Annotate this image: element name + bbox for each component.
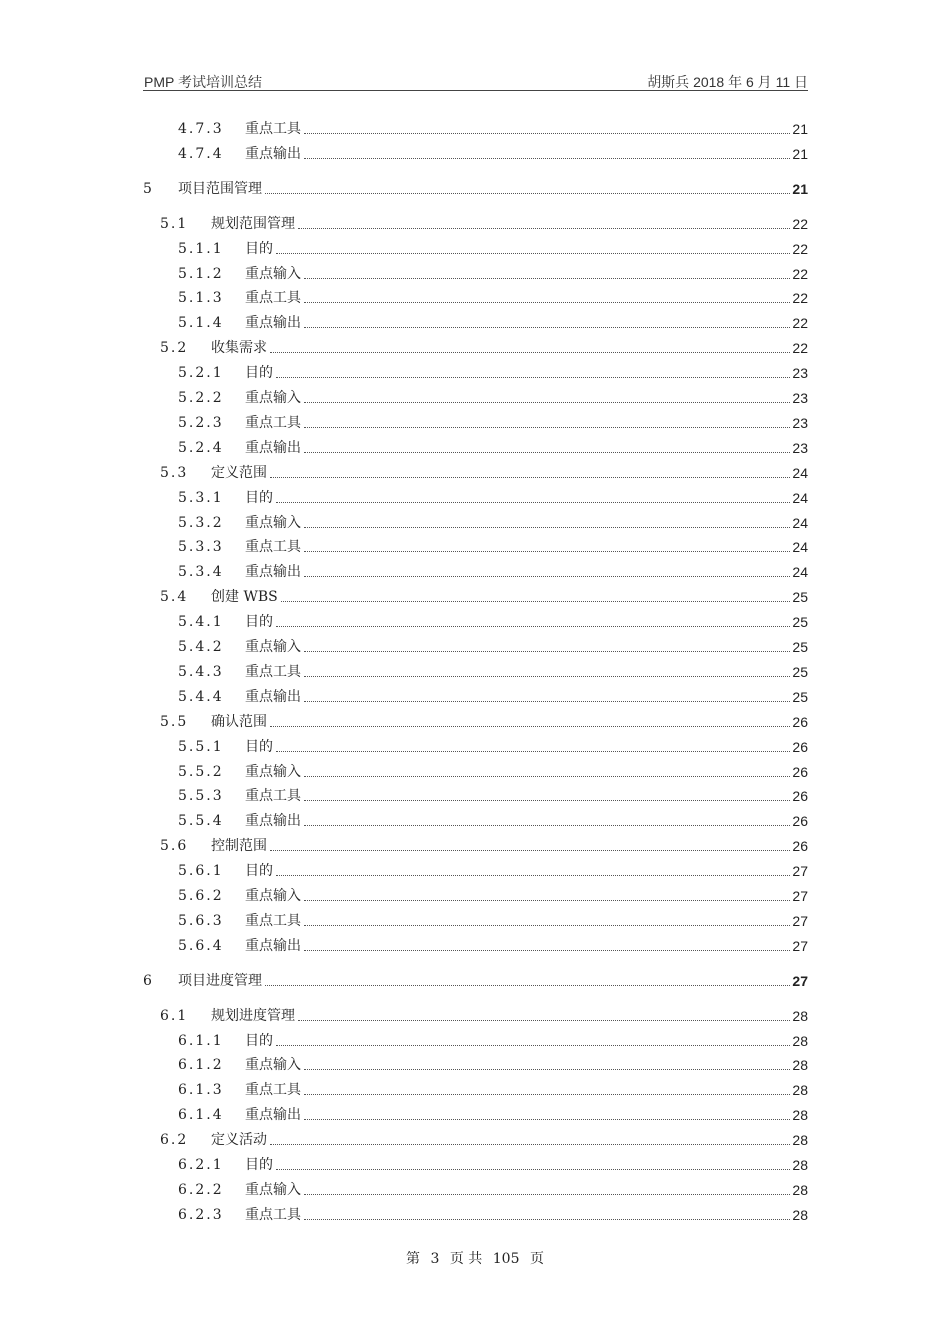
toc-entry-page: 28 bbox=[792, 1007, 808, 1024]
toc-entry-page: 26 bbox=[792, 813, 808, 830]
toc-entry-page: 21 bbox=[792, 180, 808, 197]
toc-leader-dots bbox=[298, 1020, 790, 1021]
toc-entry-number: 5.5 bbox=[160, 713, 189, 730]
toc-leader-dots bbox=[276, 502, 790, 503]
toc-leader-dots bbox=[304, 133, 790, 134]
toc-entry-number: 5.1 bbox=[160, 215, 189, 232]
toc-entry-title: 重点工具 bbox=[245, 663, 301, 680]
toc-entry-page: 28 bbox=[792, 1032, 808, 1049]
toc-leader-dots bbox=[270, 726, 790, 727]
footer-mid: 页 共 bbox=[449, 1251, 483, 1267]
toc-entry-title: 重点工具 bbox=[245, 912, 301, 929]
toc-entry-number: 5.1.1 bbox=[178, 240, 224, 257]
toc-leader-dots bbox=[276, 875, 790, 876]
toc-entry-page: 25 bbox=[792, 614, 808, 631]
toc-entry-title: 重点输出 bbox=[245, 145, 301, 162]
toc-entry[interactable] bbox=[0, 858, 808, 882]
toc-entry-page: 26 bbox=[792, 838, 808, 855]
toc-entry-page: 28 bbox=[792, 1181, 808, 1198]
toc-entry[interactable] bbox=[0, 1028, 808, 1052]
toc-entry-number: 5.6.3 bbox=[178, 912, 224, 929]
toc-leader-dots bbox=[304, 676, 790, 677]
toc-entry[interactable] bbox=[0, 1102, 808, 1126]
toc-entry[interactable] bbox=[0, 460, 808, 484]
toc-entry[interactable] bbox=[0, 968, 808, 992]
toc-entry-number: 5.2 bbox=[160, 340, 189, 357]
toc-entry-title: 目的 bbox=[245, 738, 273, 755]
toc-entry-title: 确认范围 bbox=[211, 713, 267, 730]
toc-entry-page: 21 bbox=[792, 145, 808, 162]
header-author-date: 胡斯兵 2018 年 6 月 11 日 bbox=[647, 74, 808, 90]
toc-leader-dots bbox=[270, 477, 790, 478]
toc-leader-dots bbox=[304, 576, 790, 577]
toc-entry[interactable] bbox=[0, 659, 808, 683]
toc-entry[interactable] bbox=[0, 236, 808, 260]
toc-leader-dots bbox=[276, 1169, 790, 1170]
toc-entry-page: 28 bbox=[792, 1082, 808, 1099]
toc-entry-title: 重点工具 bbox=[245, 121, 301, 137]
toc-entry-number: 5.3 bbox=[160, 464, 189, 481]
toc-entry-number: 5.1.4 bbox=[178, 315, 224, 332]
toc-entry-page: 21 bbox=[792, 121, 808, 137]
toc-entry-number: 5.6.2 bbox=[178, 888, 224, 904]
toc-entry[interactable] bbox=[0, 510, 808, 534]
toc-entry-number: 5.5.3 bbox=[178, 788, 224, 805]
toc-entry[interactable] bbox=[0, 1177, 808, 1201]
toc-entry-page: 22 bbox=[792, 340, 808, 357]
toc-entry-page: 25 bbox=[792, 663, 808, 680]
toc-entry-page: 22 bbox=[792, 315, 808, 332]
toc-entry[interactable] bbox=[0, 1003, 808, 1027]
toc-entry-page: 27 bbox=[792, 912, 808, 929]
toc-entry-title: 重点工具 bbox=[245, 788, 301, 805]
toc-entry-title: 重点工具 bbox=[245, 539, 301, 556]
toc-entry-title: 重点输入 bbox=[245, 265, 301, 282]
toc-entry-title: 目的 bbox=[245, 863, 273, 880]
toc-entry-title: 重点输出 bbox=[245, 813, 301, 830]
toc-entry-title: 重点输入 bbox=[245, 1057, 301, 1074]
toc-entry[interactable] bbox=[0, 261, 808, 285]
toc-entry-page: 26 bbox=[792, 788, 808, 805]
toc-entry-title: 重点输入 bbox=[245, 390, 301, 406]
toc-entry-number: 5.3.4 bbox=[178, 564, 224, 581]
toc-entry[interactable] bbox=[0, 1127, 808, 1151]
toc-leader-dots bbox=[298, 228, 790, 229]
toc-entry-title: 项目进度管理 bbox=[178, 972, 262, 989]
toc-entry[interactable] bbox=[0, 833, 808, 857]
toc-entry[interactable] bbox=[0, 609, 808, 633]
toc-entry-number: 5.2.1 bbox=[178, 365, 224, 382]
toc-entry-number: 5.6.4 bbox=[178, 937, 224, 954]
toc-entry-title: 重点输出 bbox=[245, 688, 301, 705]
toc-entry-number: 5.2.3 bbox=[178, 414, 224, 431]
toc-entry-title: 重点输出 bbox=[245, 439, 301, 456]
toc-entry-number: 6.2.1 bbox=[178, 1157, 224, 1173]
toc-entry-page: 28 bbox=[792, 1107, 808, 1124]
toc-entry-number: 5.3.3 bbox=[178, 539, 224, 556]
toc-leader-dots bbox=[276, 377, 790, 378]
toc-leader-dots bbox=[265, 193, 790, 194]
toc-entry-page: 23 bbox=[792, 439, 808, 456]
toc-entry[interactable] bbox=[0, 808, 808, 832]
toc-entry[interactable] bbox=[0, 360, 808, 384]
toc-entry-page: 28 bbox=[792, 1157, 808, 1173]
toc-leader-dots bbox=[304, 302, 790, 303]
toc-leader-dots bbox=[304, 427, 790, 428]
toc-entry-number: 5.4.3 bbox=[178, 663, 224, 680]
toc-entry-page: 23 bbox=[792, 414, 808, 431]
toc-entry[interactable] bbox=[0, 435, 808, 459]
toc-entry-title: 目的 bbox=[245, 365, 273, 382]
toc-entry[interactable] bbox=[0, 734, 808, 758]
toc-entry-page: 23 bbox=[792, 390, 808, 406]
toc-leader-dots bbox=[270, 352, 790, 353]
toc-leader-dots bbox=[304, 825, 790, 826]
toc-leader-dots bbox=[304, 1119, 790, 1120]
toc-entry-title: 收集需求 bbox=[211, 340, 267, 357]
page-header bbox=[143, 70, 808, 91]
toc-entry[interactable] bbox=[0, 1052, 808, 1076]
toc-leader-dots bbox=[304, 1069, 790, 1070]
toc-entry-page: 26 bbox=[792, 763, 808, 780]
toc-entry[interactable] bbox=[0, 1202, 808, 1226]
toc-entry[interactable] bbox=[0, 310, 808, 334]
toc-leader-dots bbox=[276, 1045, 790, 1046]
toc-leader-dots bbox=[304, 800, 790, 801]
toc-entry-title: 重点工具 bbox=[245, 414, 301, 431]
toc-entry-title: 重点输入 bbox=[245, 514, 301, 531]
toc-entry-title: 目的 bbox=[245, 1157, 273, 1173]
toc-entry[interactable] bbox=[0, 933, 808, 957]
toc-entry-page: 26 bbox=[792, 738, 808, 755]
toc-entry-number: 4.7.4 bbox=[178, 145, 224, 162]
toc-entry-number: 5.5.1 bbox=[178, 738, 224, 755]
toc-entry[interactable] bbox=[0, 883, 808, 907]
toc-entry-title: 目的 bbox=[245, 489, 273, 506]
toc-entry-title: 重点工具 bbox=[245, 290, 301, 307]
toc-entry-number: 5 bbox=[143, 180, 154, 197]
toc-leader-dots bbox=[265, 985, 790, 986]
toc-entry[interactable] bbox=[0, 684, 808, 708]
toc-leader-dots bbox=[304, 278, 790, 279]
toc-entry-page: 25 bbox=[792, 589, 808, 606]
toc-entry-number: 5.5.2 bbox=[178, 763, 224, 780]
toc-entry-number: 5.3.2 bbox=[178, 514, 224, 531]
toc-entry[interactable] bbox=[0, 116, 808, 140]
toc-entry[interactable] bbox=[0, 534, 808, 558]
toc-entry-number: 6.1.3 bbox=[178, 1082, 224, 1099]
toc-entry-number: 5.4.4 bbox=[178, 688, 224, 705]
toc-leader-dots bbox=[304, 1194, 790, 1195]
toc-entry[interactable] bbox=[0, 485, 808, 509]
toc-entry[interactable] bbox=[0, 634, 808, 658]
toc-entry-page: 24 bbox=[792, 489, 808, 506]
toc-entry-title: 重点输入 bbox=[245, 888, 301, 904]
footer-current-page: 3 bbox=[430, 1251, 440, 1267]
toc-entry-number: 5.3.1 bbox=[178, 489, 224, 506]
toc-entry[interactable] bbox=[0, 908, 808, 932]
toc-entry-number: 5.2.4 bbox=[178, 439, 224, 456]
toc-entry-number: 6.2 bbox=[160, 1132, 189, 1149]
toc-entry-title: 目的 bbox=[245, 1032, 273, 1049]
toc-leader-dots bbox=[276, 253, 790, 254]
toc-entry[interactable] bbox=[0, 584, 808, 608]
toc-leader-dots bbox=[304, 651, 790, 652]
toc-entry-title: 定义范围 bbox=[211, 464, 267, 481]
toc-leader-dots bbox=[281, 601, 790, 602]
toc-entry-number: 6.1.2 bbox=[178, 1057, 224, 1074]
toc-entry[interactable] bbox=[0, 759, 808, 783]
toc-leader-dots bbox=[304, 452, 790, 453]
toc-entry-title: 规划范围管理 bbox=[211, 215, 295, 232]
toc-entry-page: 27 bbox=[792, 863, 808, 880]
toc-entry-title: 目的 bbox=[245, 614, 273, 631]
toc-entry-number: 5.1.2 bbox=[178, 265, 224, 282]
toc-entry-number: 5.4.2 bbox=[178, 639, 224, 655]
toc-entry-number: 6.1.4 bbox=[178, 1107, 224, 1124]
toc-leader-dots bbox=[304, 900, 790, 901]
toc-entry-number: 5.4 bbox=[160, 589, 189, 606]
toc-entry[interactable] bbox=[0, 211, 808, 235]
toc-leader-dots bbox=[304, 551, 790, 552]
footer-prefix: 第 bbox=[406, 1251, 421, 1267]
toc-entry-page: 28 bbox=[792, 1057, 808, 1074]
toc-entry-page: 22 bbox=[792, 290, 808, 307]
toc-entry-title: 规划进度管理 bbox=[211, 1007, 295, 1024]
toc-entry-page: 24 bbox=[792, 564, 808, 581]
toc-entry[interactable] bbox=[0, 285, 808, 309]
toc-entry[interactable] bbox=[0, 141, 808, 165]
toc-entry-title: 重点工具 bbox=[245, 1082, 301, 1099]
toc-entry[interactable] bbox=[0, 335, 808, 359]
toc-leader-dots bbox=[304, 950, 790, 951]
toc-entry-number: 5.5.4 bbox=[178, 813, 224, 830]
toc-entry-page: 25 bbox=[792, 639, 808, 655]
toc-entry-number: 6 bbox=[143, 972, 154, 989]
toc-leader-dots bbox=[304, 527, 790, 528]
toc-entry-number: 6.1 bbox=[160, 1007, 189, 1024]
toc-leader-dots bbox=[276, 626, 790, 627]
footer-total-pages: 105 bbox=[492, 1251, 520, 1267]
toc-entry-title: 定义活动 bbox=[211, 1132, 267, 1149]
toc-entry-page: 22 bbox=[792, 265, 808, 282]
toc-entry-title: 重点工具 bbox=[245, 1206, 301, 1223]
toc-entry-number: 4.7.3 bbox=[178, 121, 224, 137]
header-title: PMP 考试培训总结 bbox=[144, 74, 262, 90]
toc-entry-number: 6.1.1 bbox=[178, 1032, 224, 1049]
toc-leader-dots bbox=[304, 1094, 790, 1095]
toc-entry-page: 24 bbox=[792, 539, 808, 556]
toc-entry-page: 22 bbox=[792, 240, 808, 257]
toc-leader-dots bbox=[304, 158, 790, 159]
toc-entry-number: 6.2.2 bbox=[178, 1181, 224, 1198]
toc-leader-dots bbox=[304, 327, 790, 328]
toc-entry-page: 24 bbox=[792, 514, 808, 531]
toc-entry-number: 5.4.1 bbox=[178, 614, 224, 631]
toc-entry[interactable] bbox=[0, 1077, 808, 1101]
toc-entry-title: 项目范围管理 bbox=[178, 180, 262, 197]
toc-leader-dots bbox=[270, 850, 790, 851]
toc-entry-page: 26 bbox=[792, 713, 808, 730]
toc-entry-page: 27 bbox=[792, 937, 808, 954]
toc-entry-title: 重点输出 bbox=[245, 564, 301, 581]
footer-suffix: 页 bbox=[529, 1251, 544, 1267]
toc-entry-page: 22 bbox=[792, 215, 808, 232]
toc-leader-dots bbox=[304, 1219, 790, 1220]
toc-leader-dots bbox=[276, 751, 790, 752]
toc-entry-title: 重点输入 bbox=[245, 639, 301, 655]
toc-entry-page: 28 bbox=[792, 1206, 808, 1223]
toc-entry[interactable] bbox=[0, 176, 808, 200]
toc-entry-title: 重点输入 bbox=[245, 763, 301, 780]
toc-entry-page: 27 bbox=[792, 888, 808, 904]
page-footer bbox=[0, 1248, 950, 1268]
toc-entry[interactable] bbox=[0, 709, 808, 733]
toc-entry[interactable] bbox=[0, 1152, 808, 1176]
toc-entry-page: 23 bbox=[792, 365, 808, 382]
toc-entry-number: 6.2.3 bbox=[178, 1206, 224, 1223]
toc-entry-number: 5.1.3 bbox=[178, 290, 224, 307]
toc-entry-title: 控制范围 bbox=[211, 838, 267, 855]
toc-entry-title: 重点输入 bbox=[245, 1181, 301, 1198]
toc-entry-title: 重点输出 bbox=[245, 1107, 301, 1124]
toc-entry-title: 目的 bbox=[245, 240, 273, 257]
toc-entry[interactable] bbox=[0, 410, 808, 434]
toc-entry-title: 创建 WBS bbox=[211, 589, 278, 606]
toc-entry-number: 5.6 bbox=[160, 838, 189, 855]
toc-entry-title: 重点输出 bbox=[245, 315, 301, 332]
toc-entry-page: 27 bbox=[792, 972, 808, 989]
toc-leader-dots bbox=[304, 701, 790, 702]
toc-entry-page: 28 bbox=[792, 1132, 808, 1149]
toc-entry[interactable] bbox=[0, 385, 808, 409]
toc-entry[interactable] bbox=[0, 783, 808, 807]
toc-leader-dots bbox=[304, 925, 790, 926]
toc-entry-page: 24 bbox=[792, 464, 808, 481]
toc-leader-dots bbox=[304, 776, 790, 777]
toc-leader-dots bbox=[304, 402, 790, 403]
toc-entry-number: 5.2.2 bbox=[178, 390, 224, 406]
toc-entry[interactable] bbox=[0, 559, 808, 583]
toc-entry-title: 重点输出 bbox=[245, 937, 301, 954]
toc-entry-number: 5.6.1 bbox=[178, 863, 224, 880]
toc-entry-page: 25 bbox=[792, 688, 808, 705]
toc-leader-dots bbox=[270, 1144, 790, 1145]
